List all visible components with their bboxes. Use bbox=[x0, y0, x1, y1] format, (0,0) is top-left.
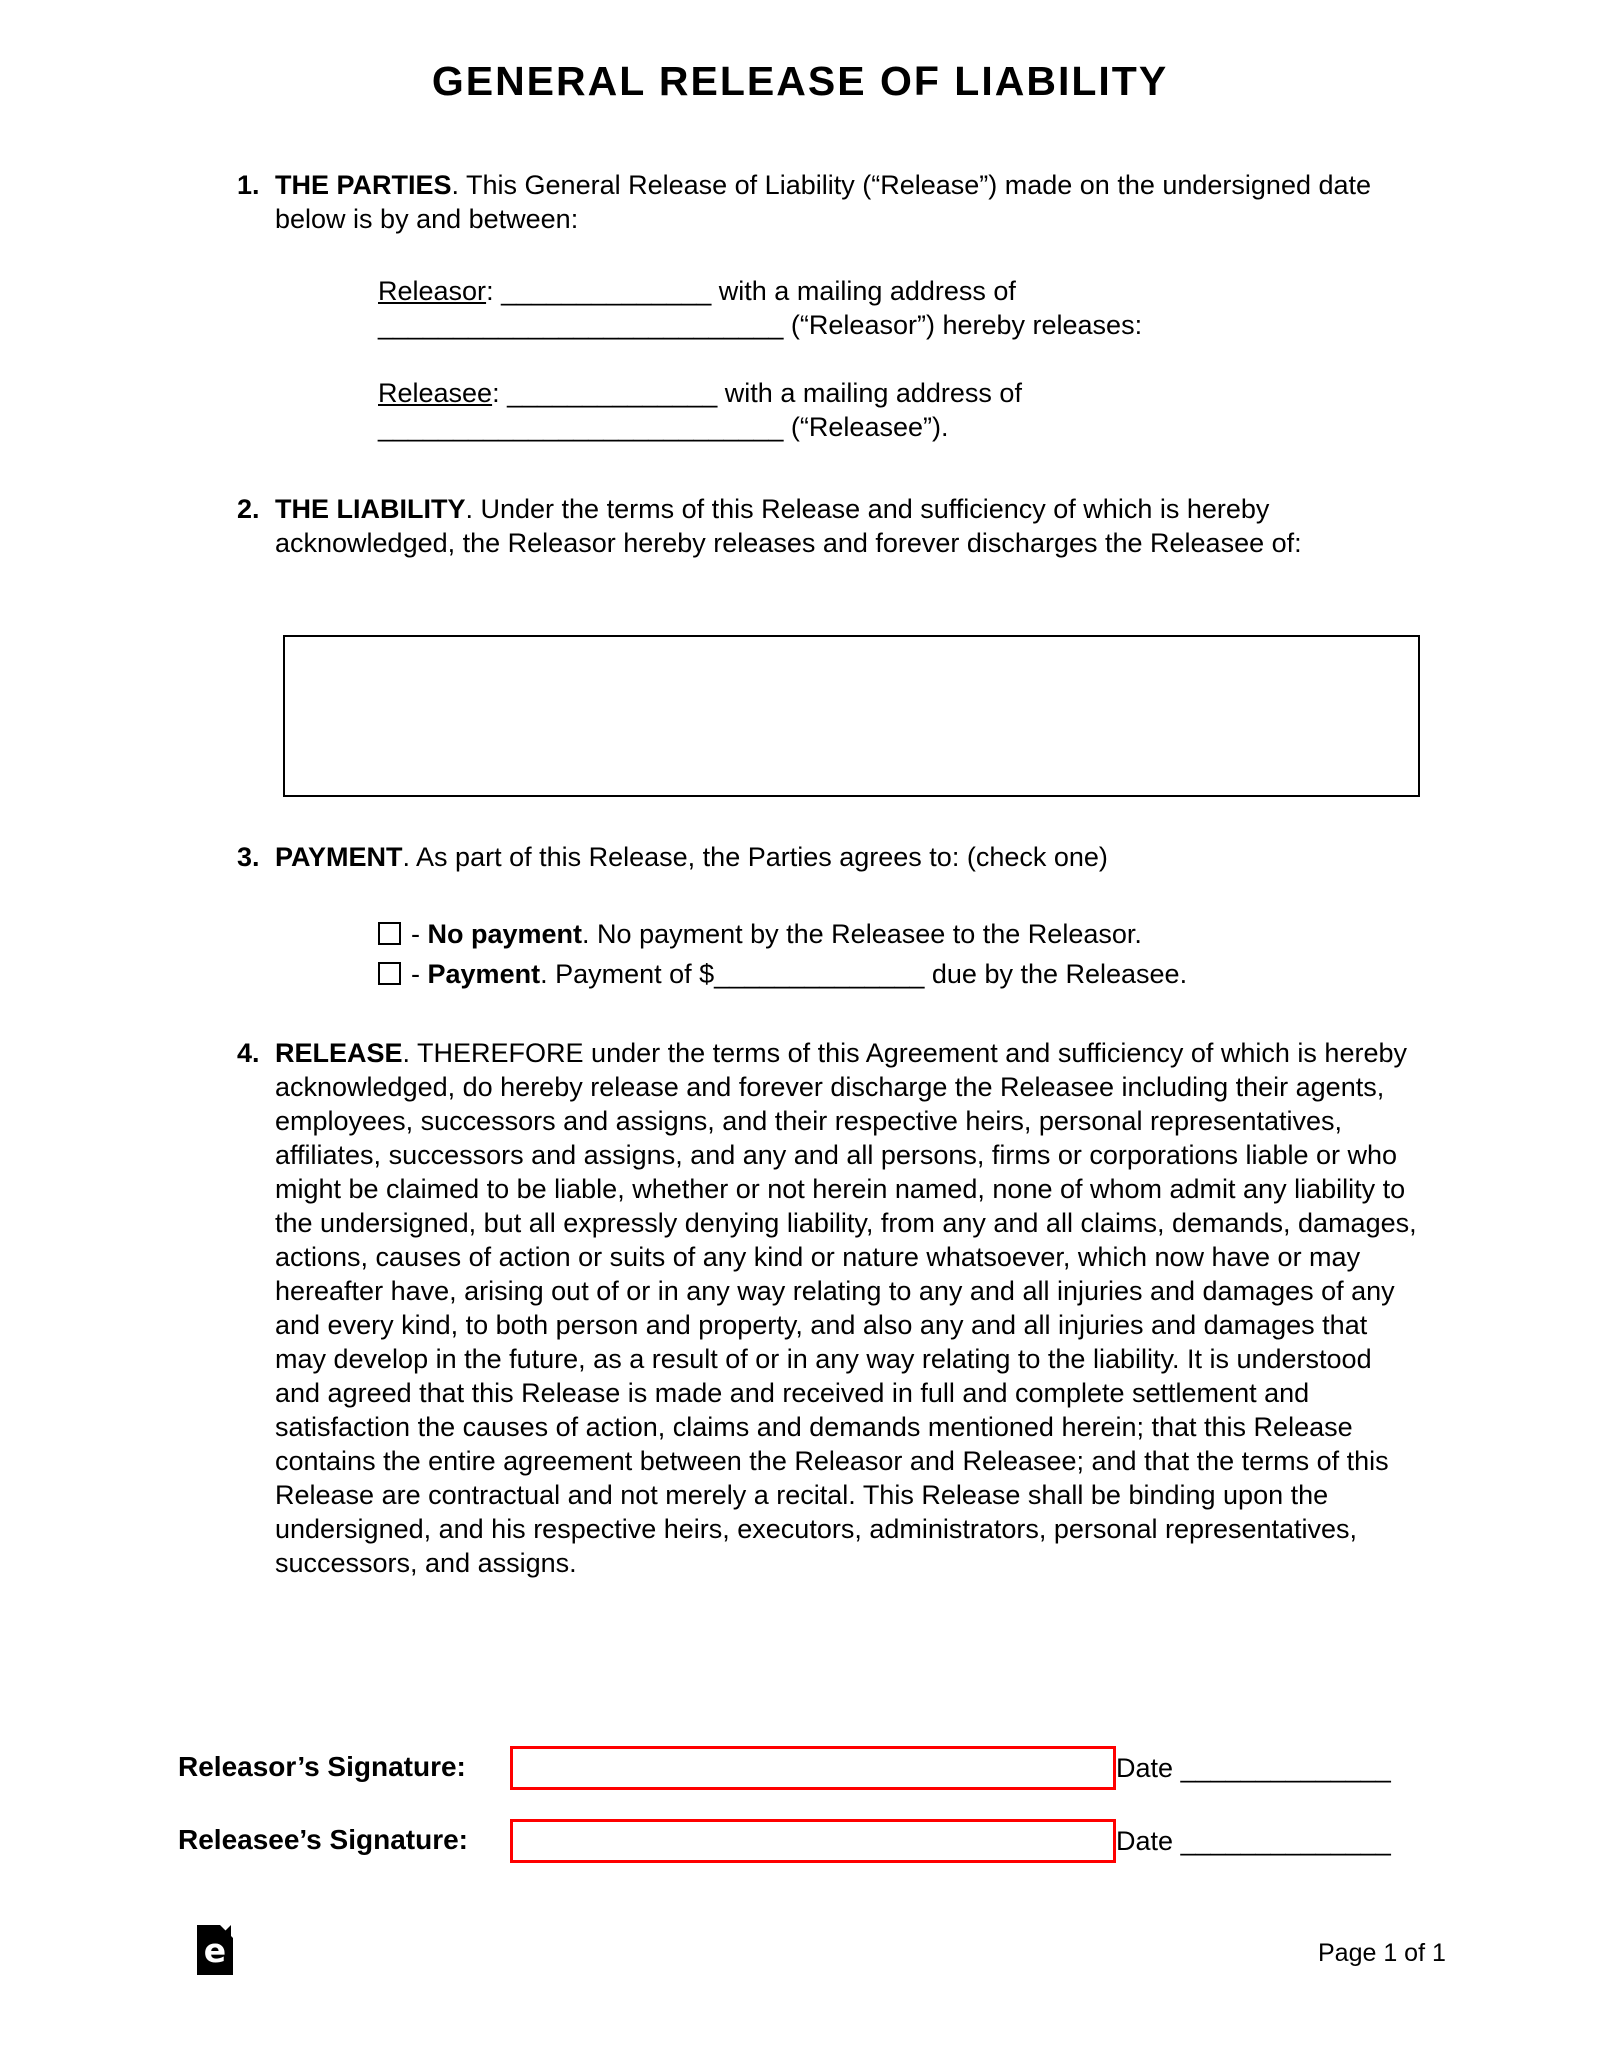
section-payment-body: . As part of this Release, the Parties agrees to: (check one) bbox=[402, 842, 1108, 872]
releasor-date bbox=[1116, 1751, 1391, 1785]
section-parties bbox=[237, 168, 1422, 236]
section-parties-body: . This General Release of Liability (“Release”) made on the undersigned date below is by and between: bbox=[275, 170, 1372, 234]
payment-checkbox-icon[interactable] bbox=[378, 962, 401, 985]
releasor-signature-row bbox=[178, 1746, 1438, 1810]
releasor-clause bbox=[378, 274, 1208, 342]
releasee-date-label: Date bbox=[1116, 1826, 1174, 1856]
releasor-signature-label: Releasor’s Signature: bbox=[178, 1751, 466, 1782]
section-parties-text bbox=[275, 168, 1422, 236]
section-release bbox=[237, 1036, 1422, 1580]
page-number: Page 1 of 1 bbox=[1318, 1939, 1446, 1967]
section-payment-number: 3. bbox=[237, 842, 260, 872]
releasee-signature-row bbox=[178, 1819, 1438, 1883]
releasor-date-blank: ______________ bbox=[1180, 1753, 1391, 1783]
section-payment-text bbox=[275, 840, 1422, 874]
section-liability-number: 2. bbox=[237, 494, 260, 524]
section-payment-heading: PAYMENT bbox=[275, 842, 403, 872]
releasor-term: Releasor bbox=[378, 276, 487, 306]
releasor-clause-text: : ______________ with a mailing address of ___________________________ (“Releasor”) hereby releases: bbox=[378, 276, 1143, 340]
releasee-clause-text: : ______________ with a mailing address of ___________________________ (“Releasee”). bbox=[378, 378, 1022, 442]
section-liability-heading: THE LIABILITY bbox=[275, 494, 466, 524]
no-payment-dash: - bbox=[411, 919, 420, 949]
page-title: GENERAL RELEASE OF LIABILITY bbox=[431, 58, 1169, 104]
section-liability-body: . Under the terms of this Release and sufficiency of which is hereby acknowledged, the Releasor hereby releases and forever discharges the Releasee of: bbox=[275, 494, 1302, 558]
no-payment-text: . No payment by the Releasee to the Releasor. bbox=[582, 919, 1142, 949]
section-release-number: 4. bbox=[237, 1038, 260, 1068]
releasor-date-label: Date bbox=[1116, 1753, 1174, 1783]
option-no-payment bbox=[378, 914, 1418, 954]
payment-dash: - bbox=[411, 959, 420, 989]
payment-label: Payment bbox=[427, 959, 541, 989]
section-release-body: . THEREFORE under the terms of this Agreement and sufficiency of which is hereby acknowledged, do hereby release and forever discharge the Releasee including their agents, employees, successors and assigns, and their respective heirs, personal representatives, affiliates, successors and assigns, and any and all persons, firms or corporations liable or who might be claimed to be liable, whether or not herein named, none of whom admit any liability to the undersigned, but all expressly denying liability, from any and all claims, demands, damages, actions, causes of action or suits of any kind or nature whatsoever, which now have or may hereafter have, arising out of or in any way relating to any and all injuries and damages of any and every kind, to both person and property, and also any and all injuries and damages that may develop in the future, as a result of or in any way relating to the liability. It is understood and agreed that this Release is made and received in full and complete settlement and satisfaction the causes of action, claims and demands mentioned herein; that this Release contains the entire agreement between the Releasor and Releasee; and that the terms of this Release are contractual and not merely a recital. This Release shall be binding upon the undersigned, and his respective heirs, executors, administrators, personal representatives, successors, and assigns. bbox=[275, 1038, 1417, 1578]
section-parties-number: 1. bbox=[237, 170, 260, 200]
eforms-logo-icon bbox=[197, 1925, 233, 1975]
releasee-date bbox=[1116, 1824, 1391, 1858]
releasee-term: Releasee bbox=[378, 378, 493, 408]
section-liability-text bbox=[275, 492, 1422, 560]
no-payment-checkbox-icon[interactable] bbox=[378, 922, 401, 945]
releasor-signature-field[interactable] bbox=[510, 1746, 1116, 1790]
releasee-clause bbox=[378, 376, 1208, 444]
releasee-signature-label: Releasee’s Signature: bbox=[178, 1824, 468, 1855]
section-parties-heading: THE PARTIES bbox=[275, 170, 452, 200]
section-payment bbox=[237, 840, 1422, 874]
logo-letter: e bbox=[203, 1931, 227, 1970]
payment-text: . Payment of $______________ due by the Releasee. bbox=[540, 959, 1188, 989]
payment-options bbox=[378, 914, 1418, 994]
section-release-text bbox=[275, 1036, 1422, 1580]
section-release-heading: RELEASE bbox=[275, 1038, 403, 1068]
liability-description-box[interactable] bbox=[283, 635, 1420, 797]
releasee-date-blank: ______________ bbox=[1180, 1826, 1391, 1856]
section-liability bbox=[237, 492, 1422, 560]
releasee-signature-field[interactable] bbox=[510, 1819, 1116, 1863]
no-payment-label: No payment bbox=[427, 919, 583, 949]
option-payment bbox=[378, 954, 1418, 994]
